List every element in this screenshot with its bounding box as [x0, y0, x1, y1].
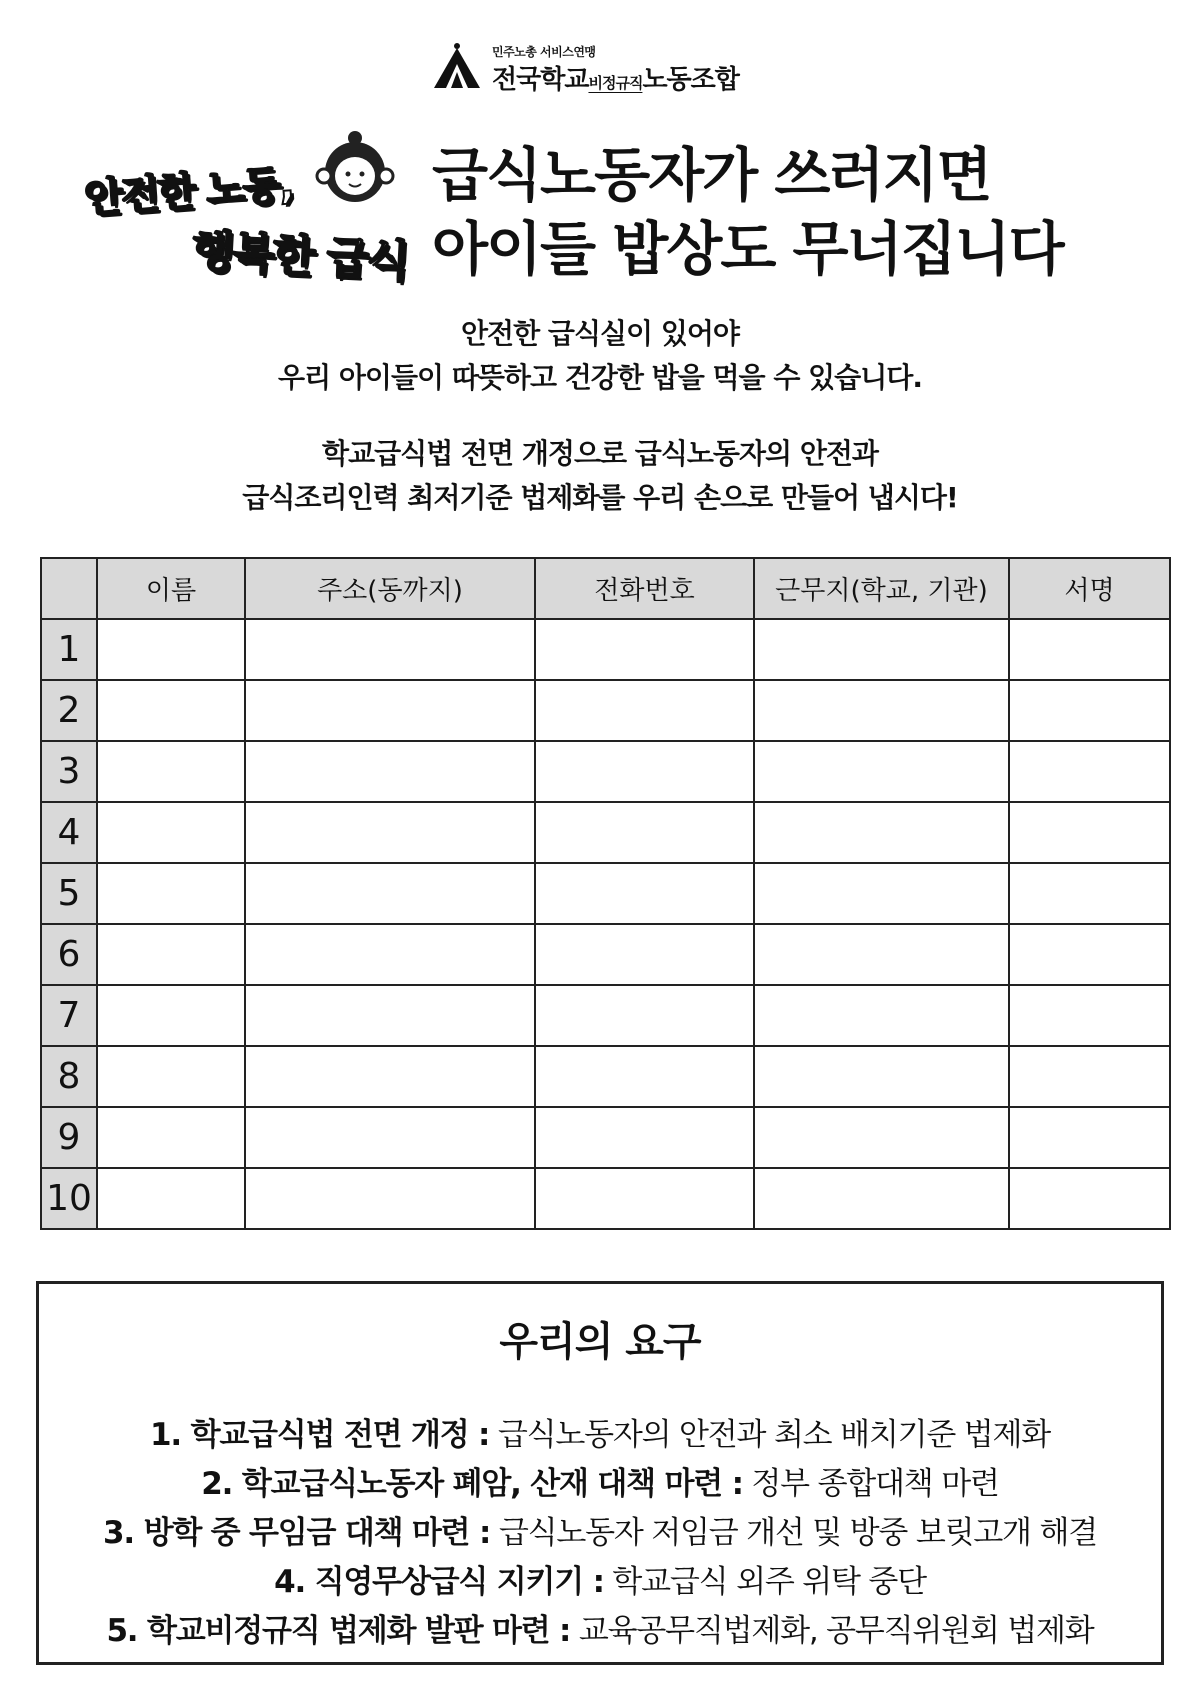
- phone-cell[interactable]: [535, 1107, 754, 1168]
- headline-line-1: 급식노동자가 쓰러지면: [432, 141, 991, 209]
- intro-paragraph-2: 학교급식법 전면 개정으로 급식노동자의 안전과 급식조리인력 최저기준 법제화를 우리 손으로 만들어 냅시다!: [242, 437, 958, 514]
- address-cell[interactable]: [245, 802, 535, 863]
- signature-cell[interactable]: [1009, 985, 1170, 1046]
- union-logo: [432, 40, 772, 96]
- workplace-cell[interactable]: [754, 680, 1009, 741]
- signature-cell[interactable]: [1009, 619, 1170, 680]
- row-number: 4: [41, 802, 97, 863]
- row-number: 9: [41, 1107, 97, 1168]
- campaign-line-2: 행복한 급식: [190, 225, 409, 288]
- campaign-line-1: 안전한 노동,: [82, 161, 294, 223]
- row-number: 7: [41, 985, 97, 1046]
- row-number: 3: [41, 741, 97, 802]
- workplace-cell[interactable]: [754, 619, 1009, 680]
- phone-cell[interactable]: [535, 619, 754, 680]
- signature-cell[interactable]: [1009, 1168, 1170, 1229]
- row-number: 8: [41, 1046, 97, 1107]
- header-address: 주소(동까지): [245, 558, 535, 619]
- name-cell[interactable]: [97, 802, 245, 863]
- phone-cell[interactable]: [535, 802, 754, 863]
- workplace-cell[interactable]: [754, 863, 1009, 924]
- name-cell[interactable]: [97, 924, 245, 985]
- demand-item: 3. 방학 중 무임금 대책 마련 : 급식노동자 저임금 개선 및 방중 보릿고개 해결: [103, 1515, 1097, 1551]
- phone-cell[interactable]: [535, 1046, 754, 1107]
- workplace-cell[interactable]: [754, 985, 1009, 1046]
- table-row: [41, 1046, 1170, 1107]
- name-cell[interactable]: [97, 1168, 245, 1229]
- phone-cell[interactable]: [535, 863, 754, 924]
- table-header-row: [41, 558, 1170, 619]
- row-number: 2: [41, 680, 97, 741]
- row-number: 10: [41, 1168, 97, 1229]
- campaign-logo: [80, 128, 420, 288]
- header-signature: 서명: [1009, 558, 1170, 619]
- signature-table: [40, 557, 1171, 1230]
- name-cell[interactable]: [97, 1107, 245, 1168]
- name-cell[interactable]: [97, 863, 245, 924]
- signature-cell[interactable]: [1009, 1107, 1170, 1168]
- phone-cell[interactable]: [535, 924, 754, 985]
- name-cell[interactable]: [97, 985, 245, 1046]
- table-row: [41, 619, 1170, 680]
- workplace-cell[interactable]: [754, 1107, 1009, 1168]
- name-cell[interactable]: [97, 741, 245, 802]
- row-number: 1: [41, 619, 97, 680]
- row-number: 6: [41, 924, 97, 985]
- address-cell[interactable]: [245, 863, 535, 924]
- demands-box: [36, 1281, 1164, 1665]
- address-cell[interactable]: [245, 1107, 535, 1168]
- union-name: 전국학교비정규직노동조합: [492, 65, 739, 95]
- demands-title: 우리의 요구: [499, 1319, 701, 1365]
- phone-cell[interactable]: [535, 1168, 754, 1229]
- signature-cell[interactable]: [1009, 680, 1170, 741]
- header-workplace: 근무지(학교, 기관): [754, 558, 1009, 619]
- header-name: 이름: [97, 558, 245, 619]
- union-subtitle: 민주노총 서비스연맹: [492, 45, 596, 59]
- workplace-cell[interactable]: [754, 802, 1009, 863]
- phone-cell[interactable]: [535, 680, 754, 741]
- workplace-cell[interactable]: [754, 1046, 1009, 1107]
- workplace-cell[interactable]: [754, 1168, 1009, 1229]
- name-cell[interactable]: [97, 1046, 245, 1107]
- workplace-cell[interactable]: [754, 741, 1009, 802]
- row-number: 5: [41, 863, 97, 924]
- header-corner: [41, 558, 97, 619]
- demand-item: 5. 학교비정규직 법제화 발판 마련 : 교육공무직법제화, 공무직위원회 법제화: [106, 1613, 1094, 1649]
- mountain-logo-icon: [432, 42, 482, 92]
- table-row: [41, 680, 1170, 741]
- signature-cell[interactable]: [1009, 924, 1170, 985]
- table-row: [41, 741, 1170, 802]
- signature-cell[interactable]: [1009, 802, 1170, 863]
- signature-cell[interactable]: [1009, 1046, 1170, 1107]
- signature-cell[interactable]: [1009, 863, 1170, 924]
- name-cell[interactable]: [97, 680, 245, 741]
- table-row: [41, 1168, 1170, 1229]
- address-cell[interactable]: [245, 619, 535, 680]
- demand-list: [39, 1411, 1161, 1656]
- phone-cell[interactable]: [535, 741, 754, 802]
- address-cell[interactable]: [245, 1046, 535, 1107]
- intro-paragraph-1: 안전한 급식실이 있어야 우리 아이들이 따뜻하고 건강한 밥을 먹을 수 있습니다.: [278, 317, 922, 394]
- header-phone: 전화번호: [535, 558, 754, 619]
- headline: [432, 138, 1063, 286]
- address-cell[interactable]: [245, 680, 535, 741]
- cook-mascot-icon: [310, 128, 400, 208]
- name-cell[interactable]: [97, 619, 245, 680]
- headline-line-2: 아이들 밥상도 무너집니다: [432, 215, 1063, 283]
- table-row: [41, 924, 1170, 985]
- workplace-cell[interactable]: [754, 924, 1009, 985]
- address-cell[interactable]: [245, 1168, 535, 1229]
- table-row: [41, 985, 1170, 1046]
- demand-item: 4. 직영무상급식 지키기 : 학교급식 외주 위탁 중단: [274, 1564, 926, 1600]
- address-cell[interactable]: [245, 985, 535, 1046]
- demand-item: 2. 학교급식노동자 폐암, 산재 대책 마련 : 정부 종합대책 마련: [201, 1466, 999, 1502]
- signature-cell[interactable]: [1009, 741, 1170, 802]
- table-row: [41, 1107, 1170, 1168]
- demand-item: 1. 학교급식법 전면 개정 : 급식노동자의 안전과 최소 배치기준 법제화: [150, 1417, 1050, 1453]
- address-cell[interactable]: [245, 741, 535, 802]
- phone-cell[interactable]: [535, 985, 754, 1046]
- table-row: [41, 802, 1170, 863]
- table-row: [41, 863, 1170, 924]
- address-cell[interactable]: [245, 924, 535, 985]
